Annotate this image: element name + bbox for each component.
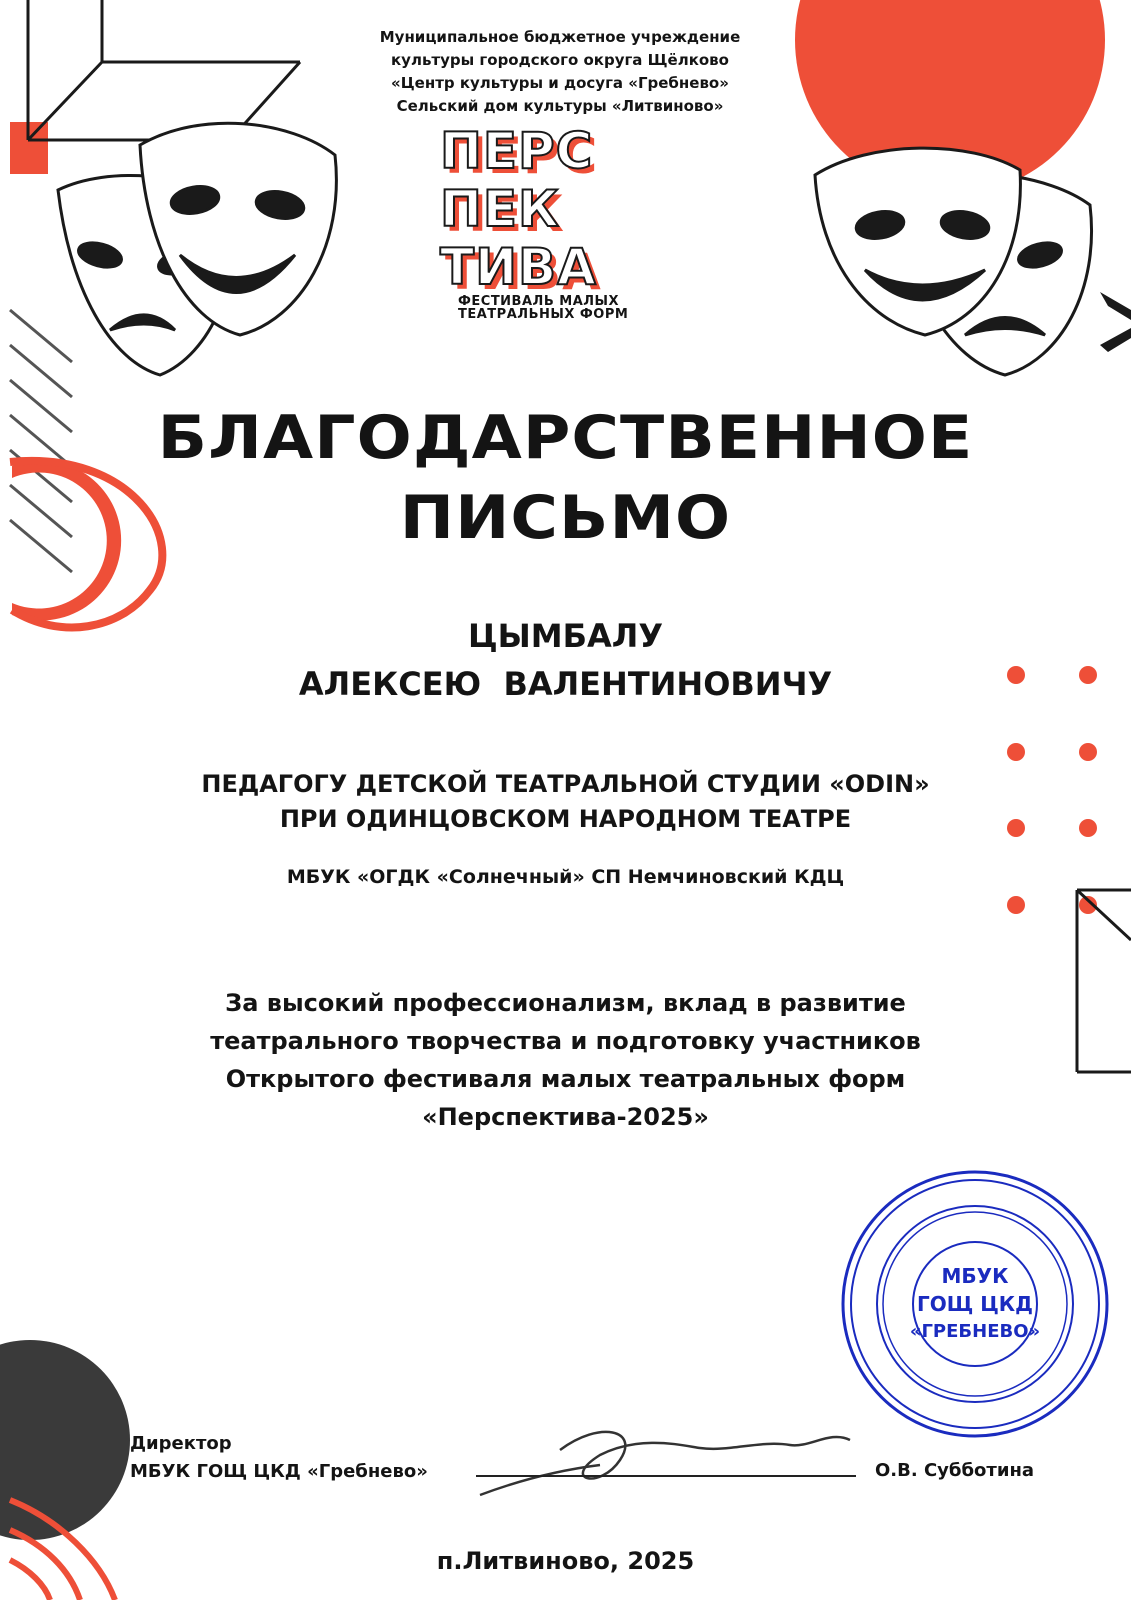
- reason-line: Открытого фестиваля малых театральных форм: [225, 1065, 906, 1093]
- chevron-shape: [1100, 292, 1131, 352]
- signatory-org: МБУК ГОЩ ЦКД «Гребнево»: [130, 1461, 428, 1482]
- org-line: Муниципальное бюджетное учреждение: [379, 28, 741, 46]
- signature-scribble: [480, 1432, 850, 1495]
- org-line: культуры городского округа Щёлково: [391, 51, 729, 69]
- recipient-position: ПЕДАГОГУ ДЕТСКОЙ ТЕАТРАЛЬНОЙ СТУДИИ «ODIN»: [201, 770, 930, 798]
- theatre-masks-icon: [815, 148, 1092, 375]
- logo-subtitle: ФЕСТИВАЛЬ МАЛЫХ: [458, 294, 620, 309]
- reason-line: театрального творчества и подготовку участников: [210, 1027, 921, 1055]
- recipient-surname: ЦЫМБАЛУ: [467, 617, 664, 655]
- theatre-masks-icon: [58, 123, 336, 375]
- org-line: «Центр культуры и досуга «Гребнево»: [391, 74, 729, 92]
- recipient-position: ПРИ ОДИНЦОВСКОМ НАРОДНОМ ТЕАТРЕ: [279, 805, 852, 833]
- reason-line: «Перспектива-2025»: [422, 1103, 709, 1131]
- reason-text: [0, 984, 1131, 1136]
- seal-text: «ГРЕБНЕВО»: [909, 1321, 1041, 1342]
- place-date: п.Литвиново, 2025: [436, 1547, 695, 1575]
- signatory-role: [130, 1430, 428, 1486]
- logo-line: ПЕРС: [440, 122, 594, 180]
- document-title: БЛАГОДАРСТВЕННОЕ: [157, 403, 974, 473]
- organization-header: [310, 26, 810, 118]
- wireframe-box: [28, 0, 300, 140]
- seal-text: МБУК: [941, 1264, 1009, 1288]
- document-title: ПИСЬМО: [399, 483, 732, 553]
- logo-line: ПЕК: [440, 180, 560, 238]
- seal-text: ГОЩ ЦКД: [917, 1292, 1033, 1316]
- logo-line: ТИВА: [440, 238, 597, 296]
- org-line: Сельский дом культуры «Литвиново»: [396, 97, 724, 115]
- logo-subtitle: ТЕАТРАЛЬНЫХ ФОРМ: [458, 307, 629, 322]
- recipient-organization: МБУК «ОГДК «Солнечный» СП Немчиновский КДЦ: [286, 866, 845, 888]
- reason-line: За высокий профессионализм, вклад в развитие: [225, 989, 906, 1017]
- signatory-title: Директор: [130, 1433, 232, 1454]
- recipient-given-names: АЛЕКСЕЮ ВАЛЕНТИНОВИЧУ: [298, 665, 833, 703]
- festival-logo: [440, 122, 700, 322]
- seal-center: [905, 1262, 1045, 1346]
- signatory-name: О.В. Субботина: [875, 1460, 1035, 1481]
- dark-circle: [0, 1340, 130, 1540]
- signature-line: [476, 1475, 856, 1477]
